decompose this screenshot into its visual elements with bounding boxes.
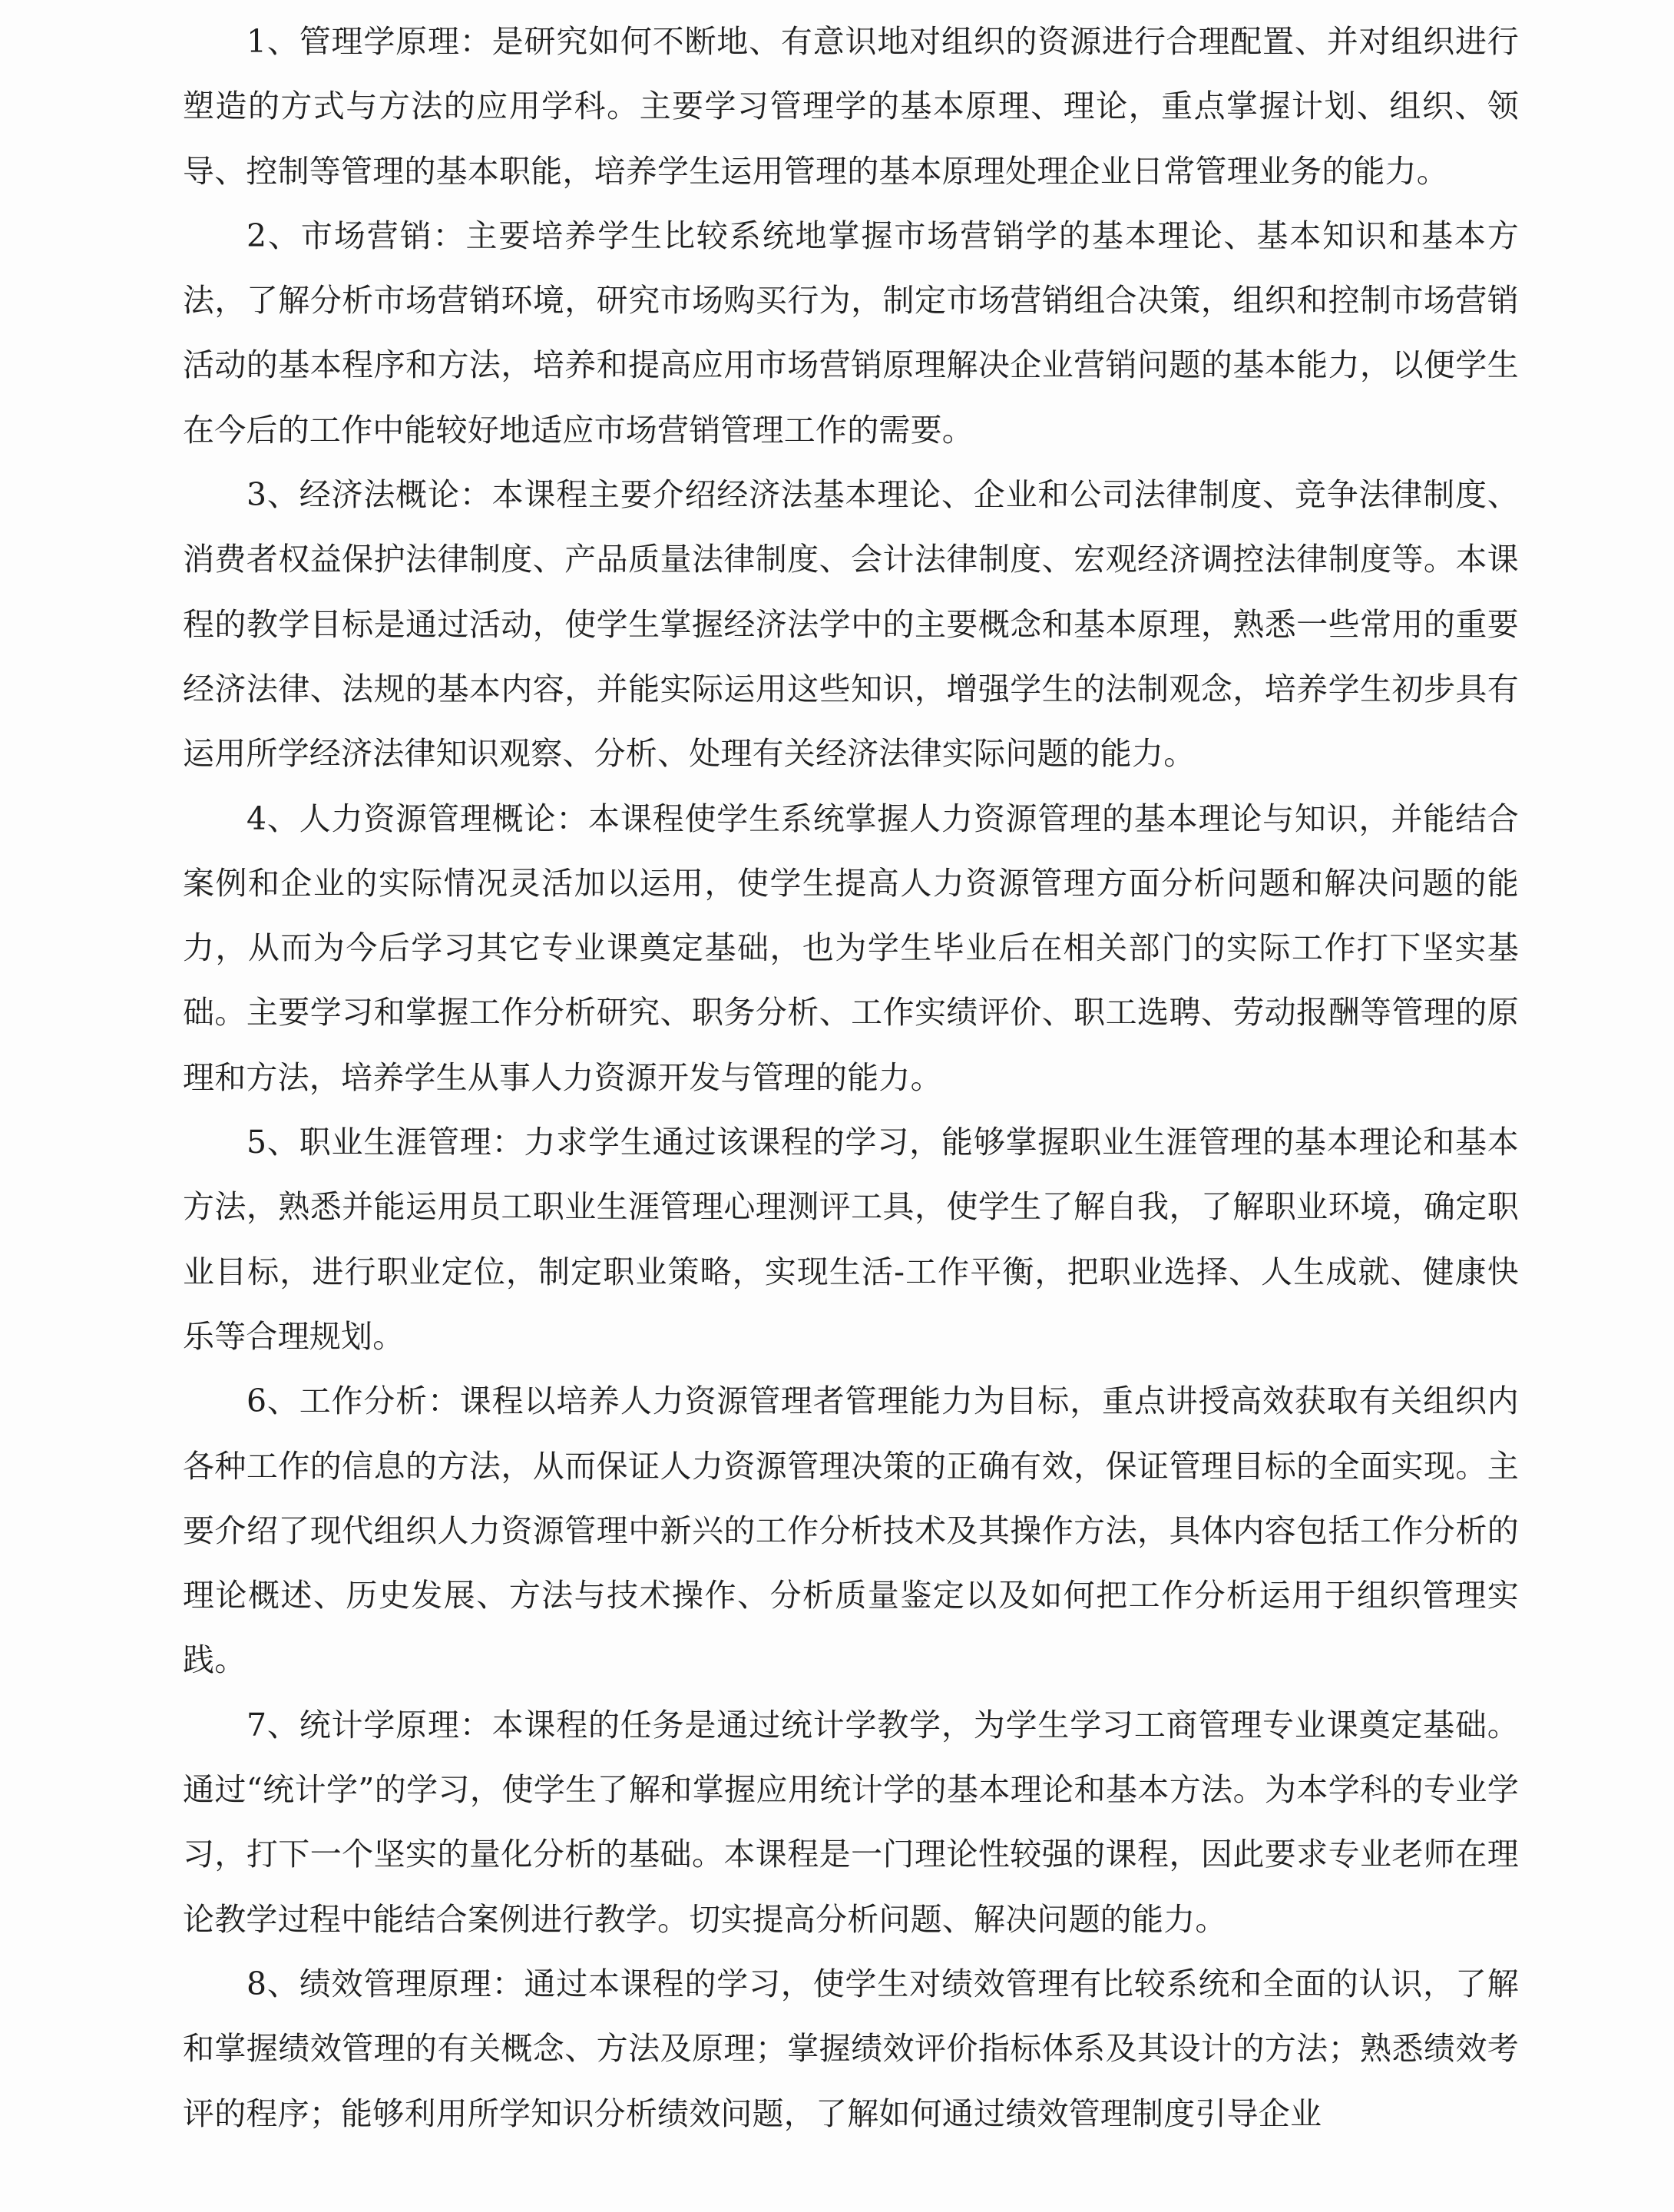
paragraph-job-analysis: 6、工作分析：课程以培养人力资源管理者管理能力为目标，重点讲授高效获取有关组织内各种工作的信息的方法，从而保证人力资源管理决策的正确有效，保证管理目标的全面实现。主要介绍了现代组织人力资源管理中新兴的工作分析技术及其操作方法，具体内容包括工作分析的理论概述、历史发展、方法与技术操作、分析质量鉴定以及如何把工作分析运用于组织管理实践。	[183, 1382, 1519, 1679]
paragraph-statistics: 7、统计学原理：本课程的任务是通过统计学教学，为学生学习工商管理专业课奠定基础。通过“统计学”的学习，使学生了解和掌握应用统计学的基本理论和基本方法。为本学科的专业学习，打下一个坚实的量化分析的基础。本课程是一门理论性较强的课程，因此要求专业老师在理论教学过程中能结合案例进行教学。切实提高分析问题、解决问题的能力。	[183, 1706, 1519, 1938]
paragraph-economic-law: 3、经济法概论：本课程主要介绍经济法基本理论、企业和公司法律制度、竞争法律制度、消费者权益保护法律制度、产品质量法律制度、会计法律制度、宏观经济调控法律制度等。本课程的教学目标是通过活动，使学生掌握经济法学中的主要概念和基本原理，熟悉一些常用的重要经济法律、法规的基本内容，并能实际运用这些知识，增强学生的法制观念，培养学生初步具有运用所学经济法律知识观察、分析、处理有关经济法律实际问题的能力。	[183, 476, 1519, 773]
document-body	[183, 9, 1519, 2146]
paragraph-human-resources: 4、人力资源管理概论：本课程使学生系统掌握人力资源管理的基本理论与知识，并能结合案例和企业的实际情况灵活加以运用，使学生提高人力资源管理方面分析问题和解决问题的能力，从而为今后学习其它专业课奠定基础，也为学生毕业后在相关部门的实际工作打下坚实基础。主要学习和掌握工作分析研究、职务分析、工作实绩评价、职工选聘、劳动报酬等管理的原理和方法，培养学生从事人力资源开发与管理的能力。	[183, 800, 1519, 1096]
paragraph-performance-management: 8、绩效管理原理：通过本课程的学习，使学生对绩效管理有比较系统和全面的认识，了解和掌握绩效管理的有关概念、方法及原理；掌握绩效评价指标体系及其设计的方法；熟悉绩效考评的程序；能够利用所学知识分析绩效问题，了解如何通过绩效管理制度引导企业	[183, 1965, 1519, 2132]
paragraph-marketing: 2、市场营销：主要培养学生比较系统地掌握市场营销学的基本理论、基本知识和基本方法，了解分析市场营销环境，研究市场购买行为，制定市场营销组合决策，组织和控制市场营销活动的基本程序和方法，培养和提高应用市场营销原理解决企业营销问题的基本能力，以便学生在今后的工作中能较好地适应市场营销管理工作的需要。	[183, 217, 1519, 449]
paragraph-management-principles: 1、管理学原理：是研究如何不断地、有意识地对组织的资源进行合理配置、并对组织进行塑造的方式与方法的应用学科。主要学习管理学的基本原理、理论，重点掌握计划、组织、领导、控制等管理的基本职能，培养学生运用管理的基本原理处理企业日常管理业务的能力。	[183, 23, 1519, 190]
paragraph-career-management: 5、职业生涯管理：力求学生通过该课程的学习，能够掌握职业生涯管理的基本理论和基本方法，熟悉并能运用员工职业生涯管理心理测评工具，使学生了解自我，了解职业环境，确定职业目标，进行职业定位，制定职业策略，实现生活-工作平衡，把职业选择、人生成就、健康快乐等合理规划。	[183, 1124, 1519, 1355]
